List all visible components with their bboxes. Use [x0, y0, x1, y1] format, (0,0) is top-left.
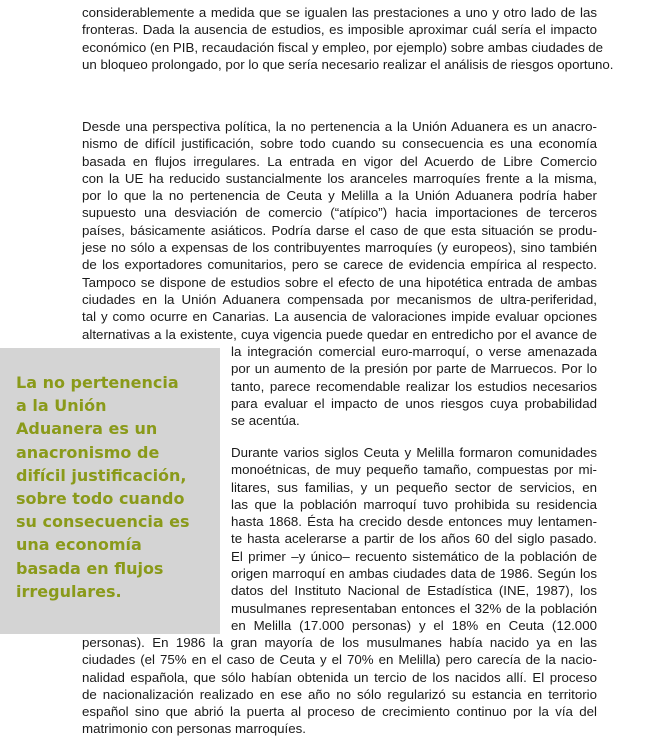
text-line: Durante varios siglos Ceuta y Melilla formaron comunidades [231, 445, 597, 460]
text-line: por un aumento de la presión por parte de Marruecos. Por lo [231, 361, 597, 377]
pull-quote-line: irregulares. [16, 581, 122, 601]
text-line: basada en flujos irregulares. La entrada en vigor del Acuerdo de Libre Comercio [82, 153, 597, 169]
paragraph-2 [82, 118, 597, 343]
text-line: se acentúa. [231, 413, 300, 429]
text-line: para evaluar el impacto de unos riesgos cuya probabilidad [231, 395, 597, 411]
text-line: Desde una perspectiva política, la no pertenencia a la Unión Aduanera es un anacro- [82, 119, 597, 134]
text-line: alternativas a la existente, cuya vigencia puede quedar en entredicho por el avance de [82, 326, 597, 342]
pull-quote-line: su consecuencia es [16, 512, 190, 532]
text-line: El primer –y único– recuento sistemático de la población de [231, 548, 597, 564]
text-line: jese no sólo a expensas de los contribuyentes marroquíes (y europeos), sino también [82, 240, 597, 256]
text-line: personas). En 1986 la gran mayoría de los musulmanes había nacido ya en las [82, 635, 597, 650]
text-line: económico (en PIB, recaudación fiscal y empleo, por ejemplo) sobre ambas ciudades de [82, 39, 604, 55]
text-line: de los exportadores comunitarios, pero se carece de evidencia empírica al respecto. [82, 257, 597, 273]
paragraph-2-continued [231, 343, 597, 429]
text-line: ciudades en la Unión Aduanera compensada por mecanismos de ultra-periferidad, [82, 291, 597, 307]
text-line: tal y como ocurre en Canarias. La ausencia de valoraciones impide evaluar opciones [82, 309, 597, 325]
text-line: hasta 1868. Ésta ha crecido desde entonces muy lentamen- [231, 514, 597, 530]
text-line: países, básicamente asiáticos. Podría darse el caso de que esta situación se produ- [82, 222, 597, 238]
pull-quote-line: basada en flujos [16, 558, 164, 578]
text-line: musulmanes representaban entonces el 32% de la población [231, 600, 597, 616]
text-line: litares, sus familias, y un pequeño sector de servicios, en [231, 479, 597, 495]
text-line: datos del Instituto Nacional de Estadística (INE, 1987), los [231, 583, 597, 599]
text-line: nismo de difícil justificación, sobre todo cuando su consecuencia es una economía [82, 136, 597, 152]
pull-quote-line: anacronismo de [16, 442, 160, 462]
text-line: matrimonio con personas marroquíes. [82, 721, 306, 737]
pull-quote-line: La no pertenencia [16, 373, 179, 392]
pull-quote-line: Aduanera es un [16, 419, 158, 439]
pull-quote [16, 371, 212, 603]
pull-quote-line: sobre todo cuando [16, 489, 185, 509]
text-line: supuesto una desviación de comercio (“atípico”) hacia importaciones de terceros [82, 205, 597, 221]
pull-quote-line: a la Unión [16, 396, 107, 416]
text-line: origen marroquí en ambas ciudades data de 1986. Según los [231, 566, 597, 582]
paragraph-1 [82, 4, 614, 73]
text-line: monoétnicas, de muy pequeño tamaño, compuestas por mi- [231, 462, 597, 478]
text-line: de nacionalización realizado en ese año no sólo regularizó su estancia en territorio [82, 686, 597, 702]
paragraph-3-continued [82, 634, 597, 738]
pull-quote-line: una economía [16, 535, 142, 555]
text-line: fronteras. Dada la ausencia de estudios, es imposible aproximar cuál sería el impacto [82, 22, 597, 38]
text-line: la integración comercial euro-marroquí, o verse amenazada [231, 344, 597, 359]
text-line: por lo que la no pertenencia de Ceuta y Melilla a la Unión Aduanera podría haber [82, 188, 597, 204]
text-line: nalidad española, que sólo habían obtenida un tercio de los nacidos allí. El proceso [82, 669, 597, 685]
pull-quote-line: difícil justificación, [16, 465, 187, 485]
text-line: Tampoco se dispone de estudios sobre el efecto de una hipotética entrada de ambas [82, 274, 597, 290]
text-line: las que la población marroquí tuvo prohibida su residencia [231, 496, 597, 512]
paragraph-3 [231, 444, 597, 634]
text-line: con la UE ha reducido sustancialmente los aranceles marroquíes frente a la misma, [82, 170, 597, 186]
text-line: español sino que abrió la puerta al proceso de crecimiento continuo por la vía del [82, 704, 597, 720]
text-line: considerablemente a medida que se igualen las prestaciones a uno y otro lado de las [82, 5, 597, 20]
text-line: en Melilla (17.000 personas) y el 18% en Ceuta (12.000 [231, 617, 597, 633]
text-line: ciudades (el 75% en el caso de Ceuta y el 70% en Melilla) pero carecía de la nacio- [82, 652, 597, 668]
text-line: te hasta acelerarse a partir de los años 60 del siglo pasado. [231, 531, 597, 547]
text-line: tanto, parece recomendable realizar los estudios necesarios [231, 378, 597, 394]
text-line: un bloqueo prolongado, por lo que sería necesario realizar el análisis de riesgos oportuno. [82, 56, 614, 72]
